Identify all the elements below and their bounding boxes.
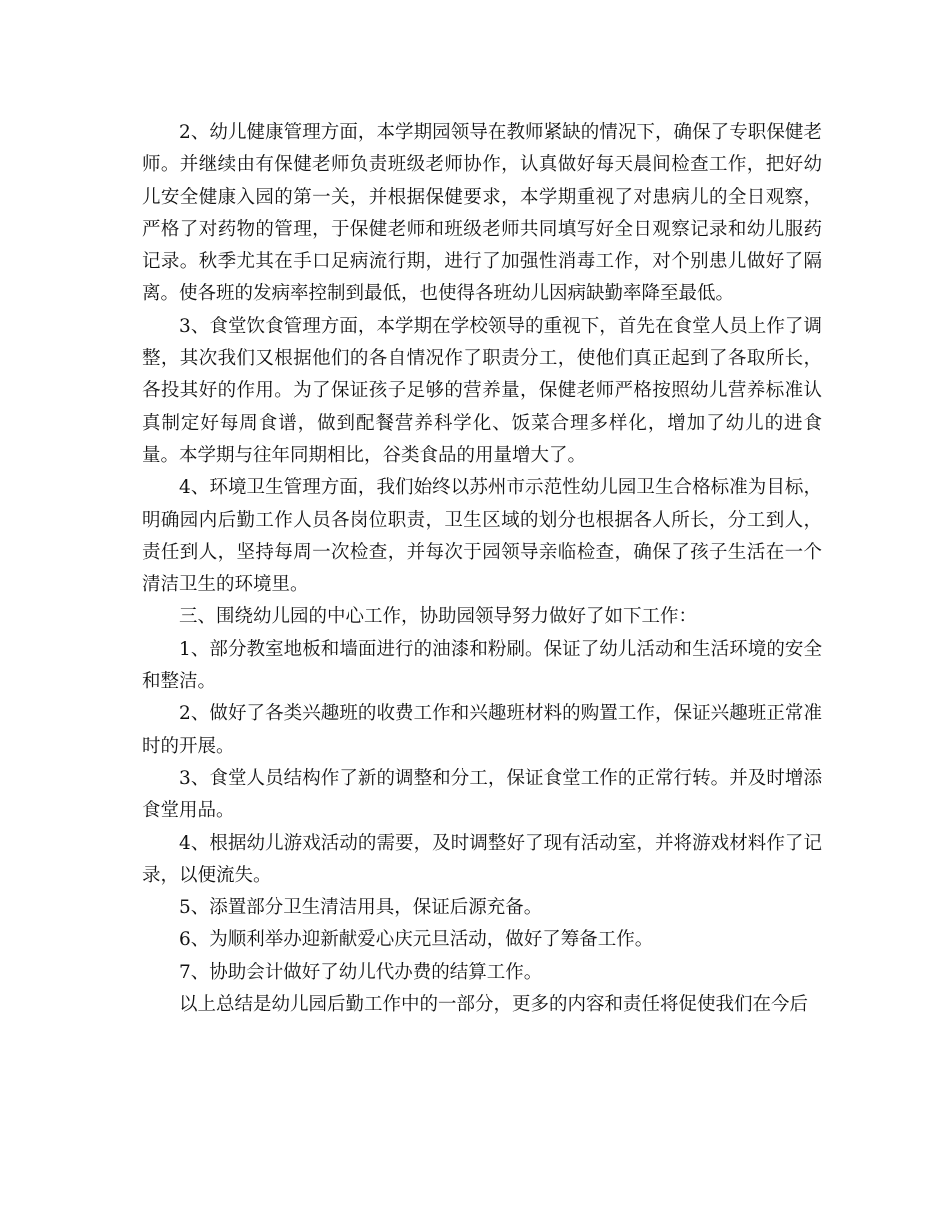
paragraph-canteen-management: 3、食堂饮食管理方面，本学期在学校领导的重视下，首先在食堂人员上作了调整，其次我们又根据他们的各自情况作了职责分工，使他们真正起到了各取所长，各投其好的作用。为了保证孩子足够的营养量，保健老师严格按照幼儿营养标准认真制定好每周食谱，做到配餐营养科学化、饭菜合理多样化，增加了幼儿的进食量。本学期与往年同期相比，谷类食品的用量增大了。 <box>142 315 822 466</box>
section-heading-central-work: 三、围绕幼儿园的中心工作，协助园领导努力做好了如下工作： <box>179 606 698 628</box>
list-item-new-year-event: 6、为顺利举办迎新献爱心庆元旦活动，做好了筹备工作。 <box>179 929 654 951</box>
paragraph-environment-hygiene: 4、环境卫生管理方面，我们始终以苏州市示范性幼儿园卫生合格标准为目标，明确园内后勤工作人员各岗位职责，卫生区域的划分也根据各人所长，分工到人，责任到人，坚持每周一次检查，并每次于园领导亲临检查，确保了孩子生活在一个清洁卫生的环境里。 <box>142 477 822 596</box>
list-item-canteen-staff: 3、食堂人员结构作了新的调整和分工，保证食堂工作的正常行转。并及时增添食堂用品。 <box>142 767 822 822</box>
list-item-classroom-paint: 1、部分教室地板和墙面进行的油漆和粉刷。保证了幼儿活动和生活环境的安全和整洁。 <box>142 638 822 693</box>
document-page <box>142 117 822 1021</box>
list-item-cleaning-tools: 5、添置部分卫生清洁用具，保证后源充备。 <box>179 897 543 919</box>
paragraph-health-management: 2、幼儿健康管理方面，本学期园领导在教师紧缺的情况下，确保了专职保健老师。并继续由有保健老师负责班级老师协作，认真做好每天晨间检查工作，把好幼儿安全健康入园的第一关，并根据保健要求，本学期重视了对患病儿的全日观察，严格了对药物的管理，于保健老师和班级老师共同填写好全日观察记录和幼儿服药记录。秋季尤其在手口足病流行期，进行了加强性消毒工作，对个别患儿做好了隔离。使各班的发病率控制到最低，也使得各班幼儿因病缺勤率降至最低。 <box>142 122 822 305</box>
paragraph-summary: 以上总结是幼儿园后勤工作中的一部分，更多的内容和责任将促使我们在今后 <box>179 994 809 1016</box>
list-item-activity-room: 4、根据幼儿游戏活动的需要，及时调整好了现有活动室，并将游戏材料作了记录，以便流失。 <box>142 832 822 886</box>
list-item-accounting: 7、协助会计做好了幼儿代办费的结算工作。 <box>179 961 543 983</box>
list-item-interest-class: 2、做好了各类兴趣班的收费工作和兴趣班材料的购置工作，保证兴趣班正常准时的开展。 <box>142 703 822 757</box>
